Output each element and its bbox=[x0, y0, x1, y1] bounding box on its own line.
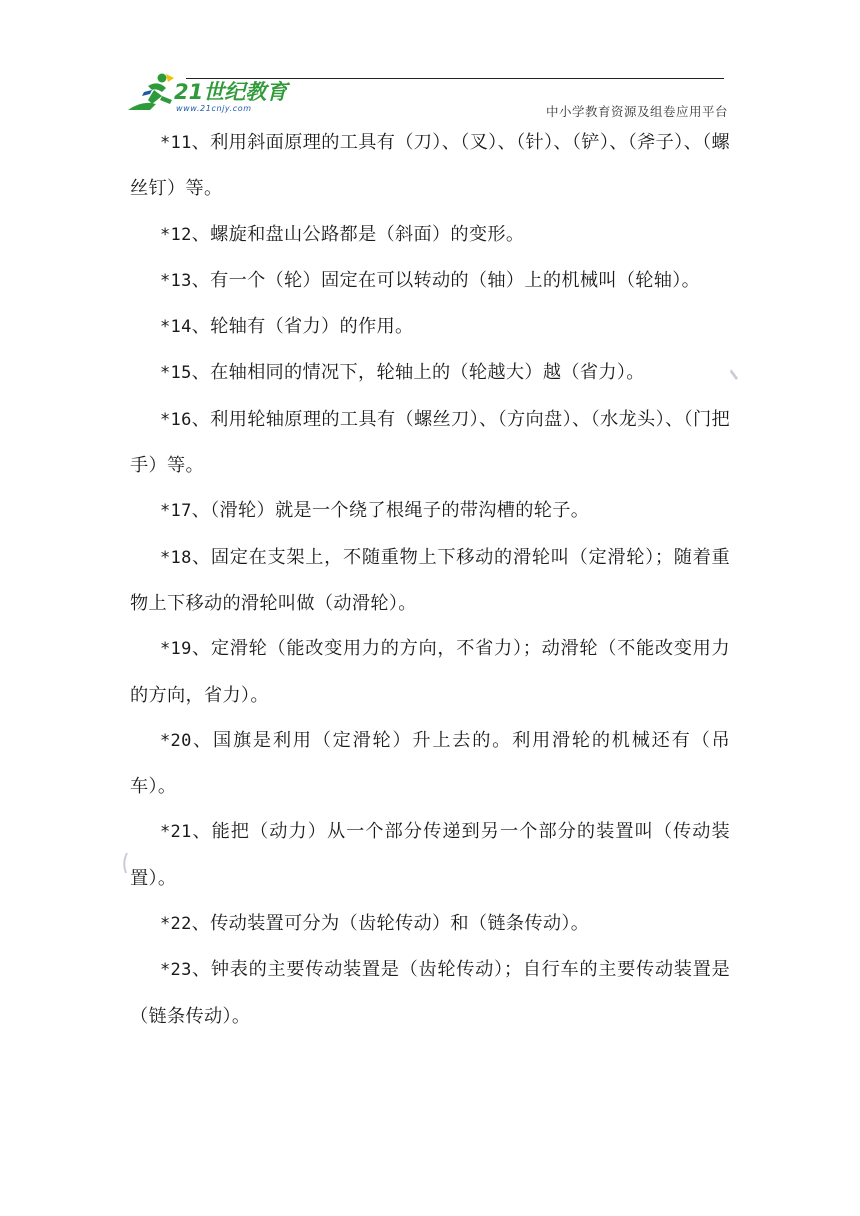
list-item: *20、国旗是利用（定滑轮）升上去的。利用滑轮的机械还有（吊车）。 bbox=[130, 729, 730, 798]
page-header bbox=[0, 0, 860, 130]
header-subtitle: 中小学教育资源及组卷应用平台 bbox=[545, 104, 728, 119]
logo-text: 21世纪教育 bbox=[174, 80, 288, 104]
header-divider bbox=[186, 78, 724, 79]
list-item: *19、定滑轮（能改变用力的方向，不省力）；动滑轮（不能改变用力的方向，省力）。 bbox=[130, 638, 730, 706]
list-item: *21、能把（动力）从一个部分传递到另一个部分的装置叫（传动装置）。 bbox=[130, 821, 730, 889]
list-item: *14、轮轴有（省力）的作用。 bbox=[160, 316, 414, 338]
list-item: *18、固定在支架上，不随重物上下移动的滑轮叫（定滑轮）；随着重物上下移动的滑轮叫做（动滑轮）。 bbox=[130, 546, 730, 614]
decorative-mark bbox=[730, 368, 740, 382]
list-item: *15、在轴相同的情况下，轮轴上的（轮越大）越（省力）。 bbox=[160, 362, 645, 384]
list-item: *23、钟表的主要传动装置是（齿轮传动）；自行车的主要传动装置是（链条传动）。 bbox=[130, 959, 730, 1027]
list-item: *17、（滑轮）就是一个绕了根绳子的带沟槽的轮子。 bbox=[160, 500, 590, 522]
logo-url: www.21cnjy.com bbox=[176, 104, 252, 113]
decorative-mark bbox=[122, 852, 130, 874]
list-item: *13、有一个（轮）固定在可以转动的（轴）上的机械叫（轮轴）。 bbox=[160, 269, 701, 291]
list-item: *12、螺旋和盘山公路都是（斜面）的变形。 bbox=[160, 223, 525, 245]
document-body bbox=[130, 120, 730, 1039]
list-item: *11、利用斜面原理的工具有（刀）、（叉）、（针）、（铲）、（斧子）、（螺丝钉）等。 bbox=[130, 132, 730, 200]
list-item: *22、传动装置可分为（齿轮传动）和（链条传动）。 bbox=[160, 913, 590, 935]
list-item: *16、利用轮轴原理的工具有（螺丝刀）、（方向盘）、（水龙头）、（门把手）等。 bbox=[130, 408, 730, 477]
